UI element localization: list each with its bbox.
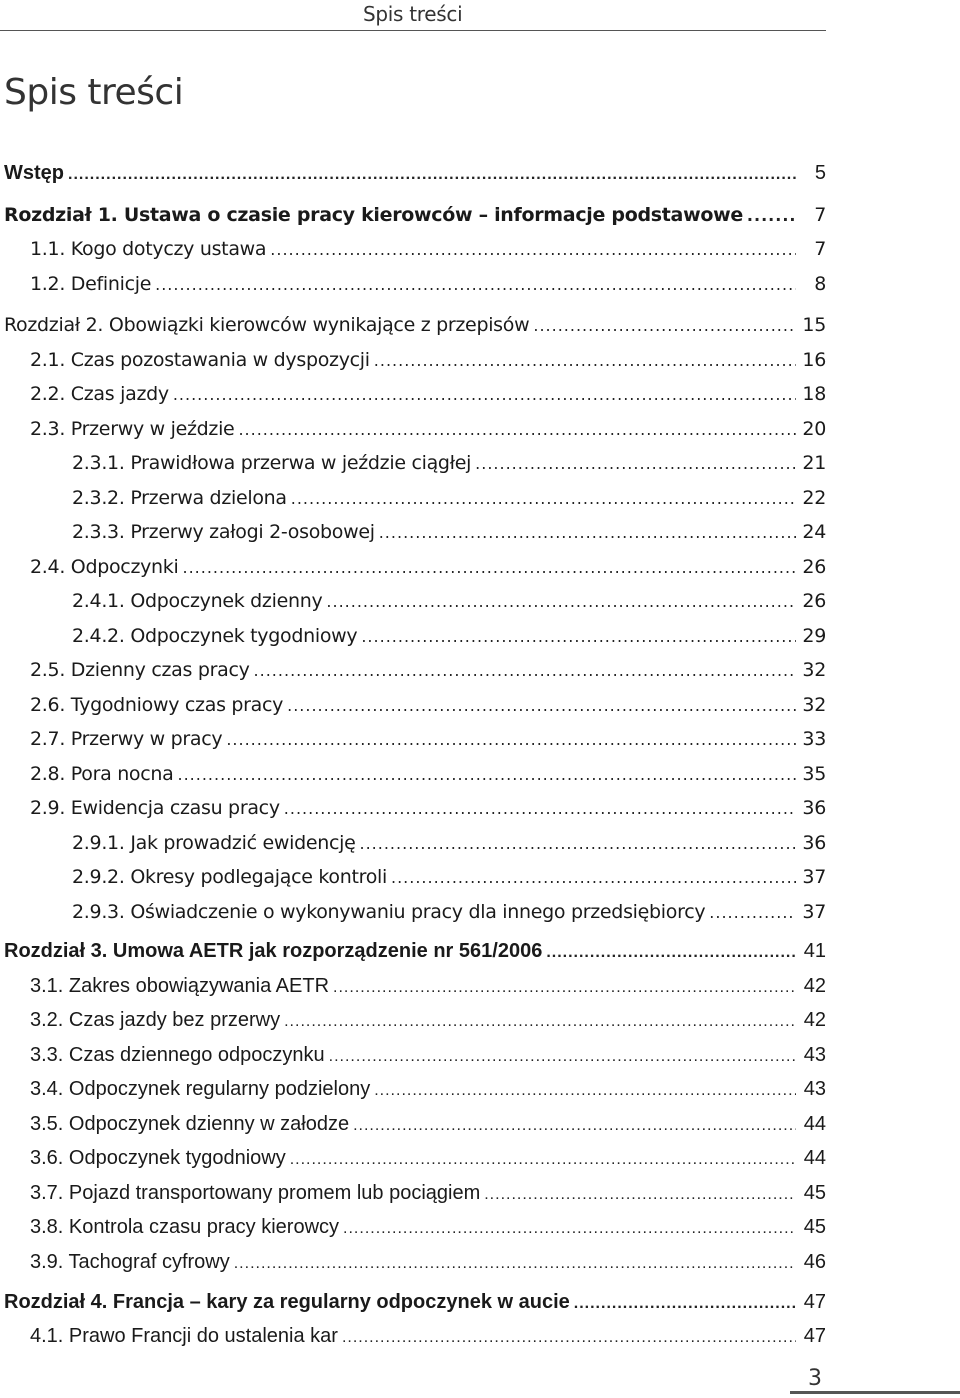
toc-entry-page: 7 — [814, 238, 826, 260]
toc-entry-title: 3.2. Czas jazdy bez przerwy — [30, 1009, 281, 1031]
toc-entry-page: 22 — [802, 487, 826, 509]
toc-entry[interactable] — [30, 265, 826, 295]
toc-entry[interactable] — [30, 1175, 826, 1205]
toc-entry[interactable] — [30, 375, 826, 405]
toc-entry[interactable] — [72, 513, 826, 543]
toc-entry-title: 3.1. Zakres obowiązywania AETR — [30, 975, 330, 997]
toc-entry-title: 2.3. Przerwy w jeździe — [30, 418, 235, 440]
dot-leader — [68, 165, 796, 185]
toc-entry-title: 2.9.1. Jak prowadzić ewidencję — [72, 832, 356, 854]
dot-leader — [284, 799, 796, 819]
toc-entry-page: 47 — [803, 1325, 826, 1347]
toc-entry-page: 42 — [803, 1009, 826, 1031]
toc-entry[interactable] — [72, 858, 826, 888]
toc-entry[interactable] — [4, 155, 826, 185]
dot-leader — [178, 765, 797, 785]
toc-entry-title: 2.6. Tygodniowy czas pracy — [30, 694, 284, 716]
toc-entry-page: 33 — [802, 728, 826, 750]
dot-leader — [226, 730, 796, 750]
toc-entry-page: 21 — [802, 452, 826, 474]
toc-entry-page: 24 — [802, 521, 826, 543]
toc-entry-page: 41 — [803, 940, 826, 962]
toc-entry-page: 45 — [803, 1216, 826, 1238]
toc-entry[interactable] — [72, 893, 826, 923]
toc-entry[interactable] — [30, 1244, 826, 1274]
dot-leader — [709, 903, 796, 923]
toc-entry-title: 2.9.2. Okresy podlegające kontroli — [72, 866, 387, 888]
dot-leader — [234, 1254, 796, 1274]
toc-entry[interactable] — [30, 1037, 826, 1067]
toc-entry-page: 5 — [814, 162, 826, 184]
toc-entry-page: 26 — [802, 556, 826, 578]
toc-entry[interactable] — [30, 686, 826, 716]
dot-leader — [475, 454, 796, 474]
toc-entry-title: 2.2. Czas jazdy — [30, 383, 169, 405]
toc-entry[interactable] — [4, 306, 826, 336]
dot-leader — [533, 316, 796, 336]
dot-leader — [574, 1294, 796, 1314]
toc-entry[interactable] — [30, 1071, 826, 1101]
dot-leader — [182, 558, 796, 578]
toc-entry[interactable] — [30, 1002, 826, 1032]
toc-entry[interactable] — [72, 479, 826, 509]
toc-entry-title: 2.9.3. Oświadczenie o wykonywaniu pracy dla innego przedsiębiorcy — [72, 901, 706, 923]
footer-rule — [790, 1391, 960, 1394]
toc-entry-title: 2.3.2. Przerwa dzielona — [72, 487, 287, 509]
dot-leader — [391, 868, 796, 888]
toc-entry-page: 26 — [802, 590, 826, 612]
toc-entry-page: 37 — [802, 866, 826, 888]
toc-entry-title: Rozdział 2. Obowiązki kierowców wynikające z przepisów — [4, 314, 530, 336]
toc-entry-page: 8 — [814, 273, 826, 295]
dot-leader — [254, 661, 796, 681]
toc-entry-page: 29 — [802, 625, 826, 647]
dot-leader — [173, 385, 796, 405]
dot-leader — [361, 627, 796, 647]
toc-entry-page: 44 — [803, 1147, 826, 1169]
toc-entry[interactable] — [30, 968, 826, 998]
dot-leader — [270, 240, 796, 260]
toc-entry[interactable] — [30, 1318, 826, 1348]
toc-entry-page: 32 — [802, 694, 826, 716]
toc-entry-page: 42 — [803, 975, 826, 997]
dot-leader — [342, 1328, 796, 1348]
toc-entry-title: 3.6. Odpoczynek tygodniowy — [30, 1147, 286, 1169]
toc-entry[interactable] — [30, 548, 826, 578]
toc-entry[interactable] — [4, 933, 826, 963]
toc-entry-page: 36 — [802, 797, 826, 819]
toc-entry[interactable] — [30, 1209, 826, 1239]
toc-entry-title: 2.1. Czas pozostawania w dyspozycji — [30, 349, 370, 371]
toc-entry[interactable] — [72, 824, 826, 854]
toc-entry[interactable] — [30, 1140, 826, 1170]
toc-entry-page: 47 — [803, 1291, 826, 1313]
toc-entry[interactable] — [30, 651, 826, 681]
toc-entry-title: 2.3.3. Przerwy załogi 2-osobowej — [72, 521, 375, 543]
toc-entry-page: 20 — [802, 418, 826, 440]
toc-entry[interactable] — [30, 230, 826, 260]
toc-entry[interactable] — [72, 582, 826, 612]
toc-entry-title: 3.4. Odpoczynek regularny podzielony — [30, 1078, 371, 1100]
dot-leader — [379, 523, 796, 543]
dot-leader — [333, 978, 796, 998]
dot-leader — [155, 275, 796, 295]
toc-entry-page: 46 — [803, 1251, 826, 1273]
dot-leader — [747, 206, 796, 226]
toc-entry[interactable] — [30, 720, 826, 750]
toc-entry-page: 32 — [802, 659, 826, 681]
dot-leader — [291, 489, 796, 509]
toc-entry-title: 2.3.1. Prawidłowa przerwa w jeździe ciągłej — [72, 452, 472, 474]
toc-entry-title: 3.7. Pojazd transportowany promem lub pociągiem — [30, 1182, 481, 1204]
toc-entry-title: 4.1. Prawo Francji do ustalenia kar — [30, 1325, 338, 1347]
page-number: 3 — [808, 1366, 822, 1391]
dot-leader — [374, 1081, 796, 1101]
toc-entry-title: 1.1. Kogo dotyczy ustawa — [30, 238, 267, 260]
running-head-text: Spis treści — [363, 2, 463, 26]
toc-entry-page: 35 — [802, 763, 826, 785]
toc-entry-title: Rozdział 3. Umowa AETR jak rozporządzenie nr 561/2006 — [4, 940, 543, 962]
dot-leader — [343, 1219, 796, 1239]
toc-entry-page: 7 — [814, 204, 826, 226]
toc-entry[interactable] — [72, 444, 826, 474]
page-title: Spis treści — [4, 72, 184, 113]
dot-leader — [284, 1012, 796, 1032]
toc-entry-title: 1.2. Definicje — [30, 273, 152, 295]
dot-leader — [360, 834, 797, 854]
toc-entry-title: 3.8. Kontrola czasu pracy kierowcy — [30, 1216, 340, 1238]
toc-entry-page: 18 — [802, 383, 826, 405]
toc-entry[interactable] — [30, 410, 826, 440]
toc-entry-page: 37 — [802, 901, 826, 923]
toc-entry-page: 43 — [803, 1044, 826, 1066]
dot-leader — [484, 1185, 796, 1205]
toc-entry-page: 15 — [802, 314, 826, 336]
toc-entry-title: Wstęp — [4, 162, 64, 184]
toc-entry-title: 2.5. Dzienny czas pracy — [30, 659, 250, 681]
toc-entry-title: 3.5. Odpoczynek dzienny w załodze — [30, 1113, 350, 1135]
toc-entry[interactable] — [4, 1284, 826, 1314]
toc-entry[interactable] — [30, 789, 826, 819]
toc-entry-page: 43 — [803, 1078, 826, 1100]
toc-entry[interactable] — [30, 1106, 826, 1136]
toc-entry-title: 3.9. Tachograf cyfrowy — [30, 1251, 230, 1273]
toc-entry-title: 2.8. Pora nocna — [30, 763, 174, 785]
dot-leader — [326, 592, 796, 612]
toc-entry-title: 3.3. Czas dziennego odpoczynku — [30, 1044, 325, 1066]
toc-entry[interactable] — [4, 196, 826, 226]
dot-leader — [329, 1047, 796, 1067]
dot-leader — [546, 943, 796, 963]
toc-entry-title: Rozdział 4. Francja – kary za regularny odpoczynek w aucie — [4, 1291, 570, 1313]
dot-leader — [290, 1150, 796, 1170]
toc-entry-title: 2.4.2. Odpoczynek tygodniowy — [72, 625, 358, 647]
toc-entry[interactable] — [30, 755, 826, 785]
dot-leader — [353, 1116, 796, 1136]
dot-leader — [374, 351, 796, 371]
toc-entry-title: 2.4.1. Odpoczynek dzienny — [72, 590, 323, 612]
toc-entry-title: 2.4. Odpoczynki — [30, 556, 179, 578]
dot-leader — [238, 420, 796, 440]
toc-entry[interactable] — [30, 341, 826, 371]
toc-entry-page: 44 — [803, 1113, 826, 1135]
toc-entry-page: 45 — [803, 1182, 826, 1204]
toc-entry-title: 2.7. Przerwy w pracy — [30, 728, 223, 750]
toc-entry-page: 36 — [802, 832, 826, 854]
toc-entry-page: 16 — [802, 349, 826, 371]
dot-leader — [287, 696, 796, 716]
toc-entry-title: Rozdział 1. Ustawa o czasie pracy kierowców – informacje podstawowe — [4, 204, 743, 226]
running-head — [0, 0, 826, 31]
toc-entry-title: 2.9. Ewidencja czasu pracy — [30, 797, 280, 819]
toc-entry[interactable] — [72, 617, 826, 647]
